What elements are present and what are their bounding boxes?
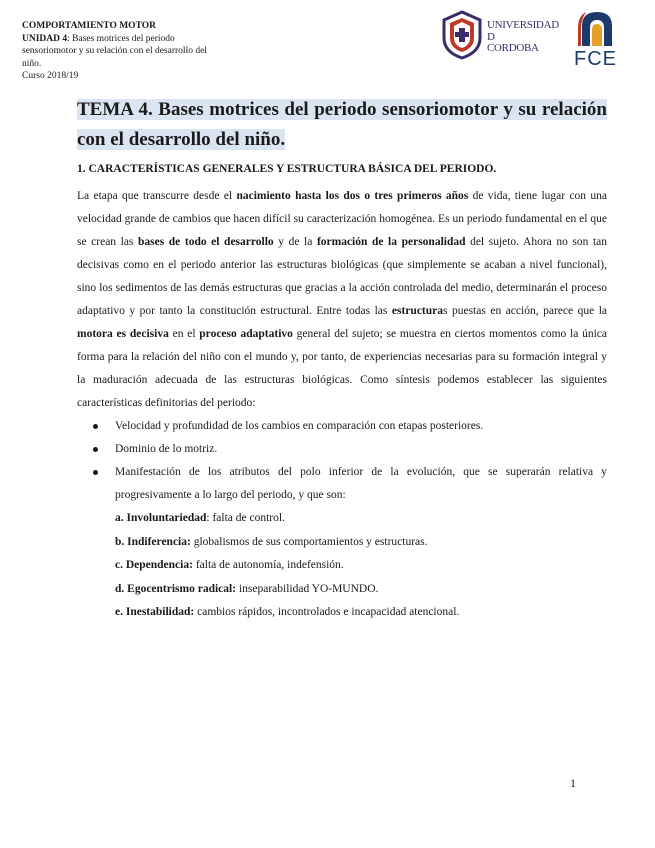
bullet-icon [93,447,98,452]
paragraph-text: en el [168,328,200,340]
attribute-item [115,554,607,578]
paragraph-text: del sujeto. Ahora no son tan decisivas como en el periodo anterior las estructuras biológicas (que simplemente se acaban a nivel funcional), sino los sedimentos de las demás estructuras que gracias a la acción controlada del medio, determinarán el proceso adaptativo y por tanto la constitución estructural. Entre todas las [77,236,608,317]
bullet-icon [93,424,98,429]
attributes-list [77,507,607,625]
unit-label: UNIDAD 4 [22,33,68,44]
paragraph-text: s puestas en acción, parece que la [443,305,607,317]
list-item-text: Manifestación de los atributos del polo inferior de la evolución, que se superarán relativa y progresivamente a lo largo del periodo, y que son: [115,466,607,501]
bullet-icon [93,470,98,475]
course-year: Curso 2018/19 [22,71,79,81]
list-item [115,461,607,507]
attribute-item [115,601,607,625]
characteristics-list [77,415,607,507]
list-item [115,415,607,438]
attribute-text: : falta de control. [206,512,285,524]
university-name-line: D [487,30,495,43]
paragraph-bold: nacimiento hasta los dos o tres primeros años [236,190,469,202]
university-seal-icon [440,10,484,60]
attribute-label: d. Egocentrismo radical: [115,582,237,595]
list-item-text: Velocidad y profundidad de los cambios en comparación con etapas posteriores. [115,420,484,432]
list-item [115,438,607,461]
university-logo [440,10,562,70]
unit-title: : Bases motrices del periodo sensoriomotor y su relación con el desarrollo del niño. [22,33,207,69]
paragraph-bold: motora es decisiva [77,328,169,340]
university-name-line: CORDOBA [487,42,539,54]
document-body [77,95,607,625]
attribute-text: globalismos de sus comportamientos y estructuras. [190,535,428,548]
attribute-item [115,578,607,602]
attribute-label: e. Inestabilidad: [115,606,195,618]
course-name: COMPORTAMIENTO MOTOR [22,21,156,31]
paragraph-text: y de la [273,236,317,248]
university-name [487,20,565,55]
section-heading: 1. CARACTERÍSTICAS GENERALES Y ESTRUCTURA BÁSICA DEL PERIODO. [77,163,497,175]
list-item-text: Dominio de lo motriz. [115,443,218,455]
paragraph-bold: proceso adaptativo [199,328,293,340]
unit-description [22,33,207,71]
faculty-abbreviation: FCE [574,48,617,70]
paragraph-bold: estructura [391,305,443,317]
attribute-item [115,507,607,531]
intro-paragraph [77,185,607,415]
document-header [22,20,207,83]
attribute-text: inseparabilidad YO-MUNDO. [236,582,379,595]
paragraph-bold: formación de la personalidad [316,236,466,248]
university-name-line: UNIVERSIDAD [487,19,559,31]
paragraph-bold: bases de todo el desarrollo [138,236,274,248]
paragraph-text: de vida, tiene lugar con una velocidad grande de cambios que hacen difícil su caracterización homogénea. Es un periodo fundamental en el que se crean las [77,190,607,248]
paragraph-text: La etapa que transcurre desde el [77,190,237,202]
attribute-item [115,531,607,555]
attribute-label: b. Indiferencia: [115,535,191,548]
attribute-text: falta de autonomía, indefensión. [192,559,344,571]
faculty-emblem-icon [572,8,622,48]
faculty-logo [572,8,622,70]
attribute-text: cambios rápidos, incontrolados e incapacidad atencional. [194,606,460,618]
paragraph-text: general del sujeto; se muestra en ciertos momentos como la única forma para la relación del niño con el mundo y, por tanto, de experiencias necesarias para su formación integral y la maduración adecuada de las estructuras biológicas. Como síntesis podemos establecer las siguientes características definitorias del periodo: [77,328,607,409]
attribute-label: c. Dependencia: [115,559,193,571]
page-number: 1 [570,776,576,790]
attribute-label: a. Involuntariedad [115,512,207,524]
page-title-text: TEMA 4. Bases motrices del periodo sensoriomotor y su relación con el desarrollo del niño. [77,99,607,150]
page-title [77,95,607,155]
